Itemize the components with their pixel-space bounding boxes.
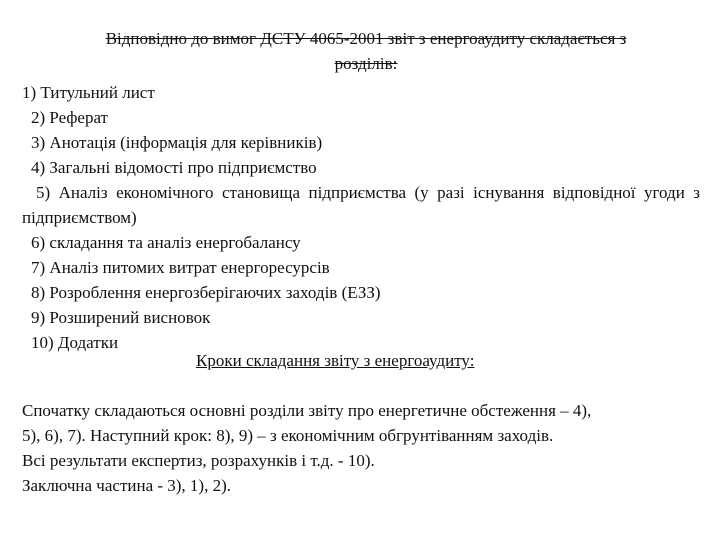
list-item: 5) Аналіз економічного становища підприємства (у разі існування відповідної угоди з підприємством) (22, 183, 700, 227)
requirements-heading (36, 26, 696, 76)
steps-line-1: Спочатку складаються основні розділи звіту про енергетичне обстеження – 4), (22, 401, 592, 420)
list-item: 8) Розроблення енергозберігаючих заходів (ЕЗЗ) (31, 283, 381, 302)
requirements-heading-line-1: Відповідно до вимог ДСТУ 4065-2001 звіт з енергоаудиту складається з (105, 29, 627, 48)
list-item: 4) Загальні відомості про підприємство (31, 158, 317, 177)
list-item: 3) Анотація (інформація для керівників) (31, 133, 323, 152)
list-item: 9) Розширений висновок (31, 308, 211, 327)
list-item: 1) Титульний лист (22, 83, 155, 102)
steps-line-4: Заключна частина - 3), 1), 2). (22, 476, 232, 495)
steps-heading: Кроки складання звіту з енергоаудиту: (196, 351, 475, 370)
list-item: 10) Додатки (31, 333, 119, 352)
steps-line-2: 5), 6), 7). Наступний крок: 8), 9) – з економічним обгрунтіванням заходів. (22, 426, 554, 445)
list-item: 6) складання та аналіз енергобалансу (31, 233, 301, 252)
list-item: 2) Реферат (31, 108, 108, 127)
steps-description (22, 398, 700, 498)
list-item: 7) Аналіз питомих витрат енергоресурсів (31, 258, 330, 277)
sections-list (22, 80, 700, 355)
steps-line-3: Всі результати експертиз, розрахунків і т.д. - 10). (22, 451, 375, 470)
requirements-heading-line-2: розділів: (334, 54, 398, 73)
